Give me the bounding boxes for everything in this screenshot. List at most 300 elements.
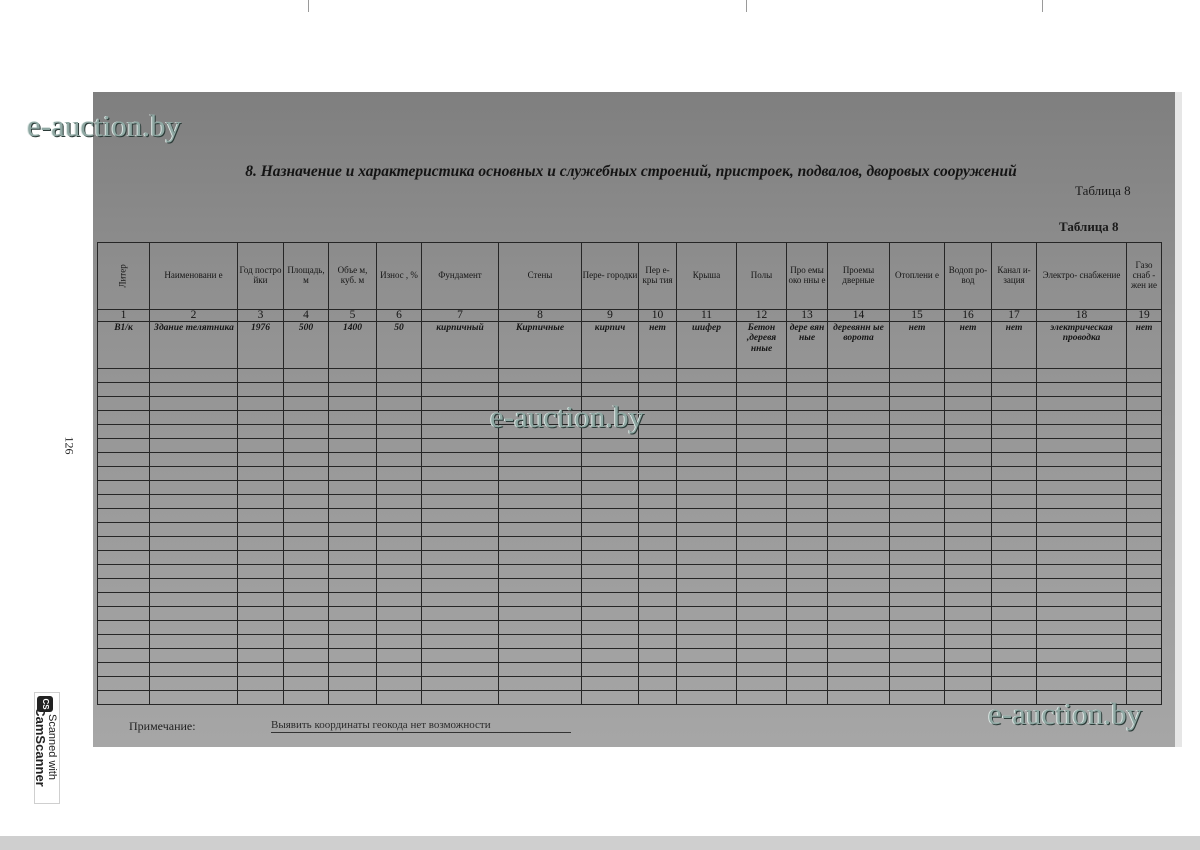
column-number: 2	[150, 310, 238, 322]
camscanner-caption	[34, 707, 58, 786]
empty-cell	[1127, 621, 1162, 635]
empty-cell	[422, 537, 499, 551]
empty-cell	[945, 607, 992, 621]
empty-cell	[639, 607, 677, 621]
empty-cell	[945, 495, 992, 509]
empty-cell	[737, 397, 787, 411]
empty-cell	[377, 509, 422, 523]
empty-table-row	[98, 523, 1162, 537]
empty-cell	[98, 635, 150, 649]
empty-cell	[890, 621, 945, 635]
empty-cell	[992, 383, 1037, 397]
column-number: 4	[284, 310, 329, 322]
empty-cell	[238, 453, 284, 467]
empty-cell	[639, 691, 677, 705]
header-cell: Фундамент	[422, 243, 499, 310]
empty-cell	[945, 383, 992, 397]
camscanner-line2: CamScanner	[33, 707, 48, 787]
empty-cell	[284, 635, 329, 649]
note-text: Выявить координаты геокода нет возможности	[271, 719, 571, 733]
empty-cell	[1127, 425, 1162, 439]
empty-cell	[377, 691, 422, 705]
empty-cell	[499, 677, 582, 691]
empty-table-row	[98, 635, 1162, 649]
empty-cell	[890, 467, 945, 481]
empty-cell	[639, 565, 677, 579]
header-cell: Канал и- зация	[992, 243, 1037, 310]
empty-cell	[737, 579, 787, 593]
empty-cell	[1127, 565, 1162, 579]
empty-cell	[828, 509, 890, 523]
empty-cell	[945, 565, 992, 579]
column-number: 7	[422, 310, 499, 322]
empty-cell	[422, 635, 499, 649]
empty-cell	[150, 621, 238, 635]
empty-cell	[422, 453, 499, 467]
empty-cell	[828, 635, 890, 649]
empty-cell	[422, 425, 499, 439]
empty-cell	[377, 481, 422, 495]
empty-cell	[238, 565, 284, 579]
empty-cell	[787, 523, 828, 537]
table-cell: 50	[377, 322, 422, 369]
empty-cell	[98, 481, 150, 495]
empty-cell	[1127, 551, 1162, 565]
empty-cell	[890, 523, 945, 537]
column-number: 13	[787, 310, 828, 322]
watermark: e-auction.by	[988, 696, 1143, 731]
column-number: 9	[582, 310, 639, 322]
empty-cell	[639, 649, 677, 663]
empty-cell	[582, 579, 639, 593]
column-number: 6	[377, 310, 422, 322]
empty-cell	[329, 579, 377, 593]
header-cell: Водоп ро- вод	[945, 243, 992, 310]
empty-cell	[677, 467, 737, 481]
empty-cell	[737, 411, 787, 425]
empty-cell	[582, 565, 639, 579]
empty-cell	[582, 607, 639, 621]
empty-cell	[945, 677, 992, 691]
empty-cell	[890, 453, 945, 467]
empty-cell	[787, 621, 828, 635]
empty-cell	[890, 369, 945, 383]
empty-cell	[890, 551, 945, 565]
empty-cell	[377, 621, 422, 635]
empty-cell	[992, 369, 1037, 383]
empty-cell	[1127, 509, 1162, 523]
empty-cell	[1037, 481, 1127, 495]
empty-cell	[377, 677, 422, 691]
empty-cell	[737, 649, 787, 663]
empty-table-row	[98, 509, 1162, 523]
empty-cell	[329, 509, 377, 523]
empty-cell	[677, 565, 737, 579]
empty-cell	[377, 551, 422, 565]
top-edge-tick	[746, 0, 747, 12]
empty-cell	[377, 635, 422, 649]
table-label-top: Таблица 8	[1075, 183, 1131, 198]
empty-cell	[284, 607, 329, 621]
empty-cell	[238, 537, 284, 551]
column-number: 10	[639, 310, 677, 322]
empty-cell	[890, 439, 945, 453]
table-cell: 1400	[329, 322, 377, 369]
empty-cell	[98, 369, 150, 383]
note-label: Примечание:	[129, 719, 196, 733]
empty-cell	[499, 495, 582, 509]
empty-table-row	[98, 537, 1162, 551]
empty-table-row	[98, 579, 1162, 593]
empty-cell	[1037, 397, 1127, 411]
empty-cell	[1037, 593, 1127, 607]
empty-cell	[150, 369, 238, 383]
column-number: 1	[98, 310, 150, 322]
empty-cell	[284, 537, 329, 551]
empty-cell	[377, 537, 422, 551]
header-cell: Площадь, м	[284, 243, 329, 310]
table-row	[98, 322, 1162, 369]
empty-cell	[737, 467, 787, 481]
empty-table-row	[98, 593, 1162, 607]
empty-cell	[890, 677, 945, 691]
empty-cell	[1037, 551, 1127, 565]
empty-cell	[582, 495, 639, 509]
empty-cell	[284, 481, 329, 495]
empty-cell	[890, 509, 945, 523]
empty-cell	[639, 523, 677, 537]
empty-table-row	[98, 495, 1162, 509]
empty-cell	[639, 383, 677, 397]
table-cell: 500	[284, 322, 329, 369]
empty-cell	[787, 369, 828, 383]
empty-cell	[150, 551, 238, 565]
empty-cell	[639, 425, 677, 439]
empty-table-row	[98, 439, 1162, 453]
empty-cell	[238, 383, 284, 397]
empty-cell	[377, 439, 422, 453]
empty-cell	[1037, 565, 1127, 579]
empty-cell	[284, 691, 329, 705]
empty-cell	[787, 607, 828, 621]
empty-cell	[238, 635, 284, 649]
empty-cell	[992, 439, 1037, 453]
empty-cell	[1127, 453, 1162, 467]
empty-cell	[639, 397, 677, 411]
empty-cell	[377, 663, 422, 677]
empty-cell	[737, 537, 787, 551]
empty-cell	[422, 551, 499, 565]
table-label: Таблица 8	[1059, 219, 1119, 234]
empty-cell	[828, 467, 890, 481]
header-cell: Полы	[737, 243, 787, 310]
empty-cell	[150, 495, 238, 509]
empty-cell	[737, 635, 787, 649]
empty-cell	[238, 621, 284, 635]
empty-cell	[150, 593, 238, 607]
document-title: 8. Назначение и характеристика основных и служебных строений, пристроек, подвалов, дворовых сооружений	[245, 163, 1017, 180]
empty-cell	[1127, 467, 1162, 481]
empty-cell	[890, 579, 945, 593]
table-cell: кирпич	[582, 322, 639, 369]
empty-cell	[284, 677, 329, 691]
empty-cell	[98, 621, 150, 635]
header-cell: Пере- городки	[582, 243, 639, 310]
empty-cell	[787, 397, 828, 411]
empty-cell	[1127, 607, 1162, 621]
empty-cell	[737, 551, 787, 565]
buildings-table	[97, 242, 1162, 705]
empty-cell	[377, 565, 422, 579]
empty-cell	[828, 593, 890, 607]
empty-cell	[98, 383, 150, 397]
empty-cell	[787, 565, 828, 579]
empty-cell	[150, 677, 238, 691]
header-cell: Электро- снабжение	[1037, 243, 1127, 310]
empty-cell	[890, 425, 945, 439]
empty-cell	[828, 369, 890, 383]
empty-cell	[639, 663, 677, 677]
empty-cell	[1127, 369, 1162, 383]
empty-cell	[422, 607, 499, 621]
empty-cell	[828, 551, 890, 565]
empty-cell	[677, 439, 737, 453]
empty-cell	[422, 383, 499, 397]
empty-cell	[945, 593, 992, 607]
empty-cell	[737, 425, 787, 439]
empty-cell	[150, 607, 238, 621]
top-edge-tick	[1042, 0, 1043, 12]
empty-cell	[828, 411, 890, 425]
empty-cell	[422, 593, 499, 607]
empty-table-row	[98, 649, 1162, 663]
empty-cell	[150, 649, 238, 663]
empty-cell	[422, 495, 499, 509]
empty-cell	[787, 677, 828, 691]
empty-cell	[1127, 649, 1162, 663]
empty-cell	[582, 383, 639, 397]
empty-cell	[422, 579, 499, 593]
empty-cell	[828, 453, 890, 467]
empty-cell	[377, 467, 422, 481]
empty-cell	[945, 551, 992, 565]
empty-cell	[499, 453, 582, 467]
empty-cell	[98, 649, 150, 663]
empty-cell	[677, 453, 737, 467]
empty-cell	[639, 467, 677, 481]
table-cell: нет	[1127, 322, 1162, 369]
empty-cell	[98, 565, 150, 579]
empty-cell	[150, 425, 238, 439]
empty-cell	[98, 411, 150, 425]
empty-cell	[677, 691, 737, 705]
empty-cell	[582, 537, 639, 551]
empty-table-row	[98, 551, 1162, 565]
empty-cell	[1037, 509, 1127, 523]
empty-cell	[787, 663, 828, 677]
table-cell: Бетон ,деревя нные	[737, 322, 787, 369]
empty-cell	[787, 425, 828, 439]
empty-cell	[422, 369, 499, 383]
empty-cell	[1127, 411, 1162, 425]
empty-cell	[1127, 481, 1162, 495]
empty-cell	[945, 481, 992, 495]
empty-cell	[992, 607, 1037, 621]
empty-cell	[422, 649, 499, 663]
empty-cell	[329, 397, 377, 411]
empty-cell	[945, 425, 992, 439]
camscanner-logo-icon: CS	[37, 696, 53, 712]
empty-cell	[945, 649, 992, 663]
empty-cell	[992, 621, 1037, 635]
empty-cell	[238, 439, 284, 453]
empty-cell	[422, 677, 499, 691]
empty-cell	[377, 425, 422, 439]
empty-cell	[677, 635, 737, 649]
empty-cell	[238, 425, 284, 439]
empty-cell	[329, 453, 377, 467]
empty-cell	[499, 509, 582, 523]
empty-cell	[992, 635, 1037, 649]
table-cell: дере вян ные	[787, 322, 828, 369]
empty-table-row	[98, 663, 1162, 677]
empty-cell	[787, 439, 828, 453]
empty-cell	[1037, 369, 1127, 383]
empty-table-row	[98, 607, 1162, 621]
empty-cell	[499, 467, 582, 481]
empty-cell	[377, 523, 422, 537]
empty-cell	[737, 509, 787, 523]
empty-cell	[1127, 397, 1162, 411]
header-cell: Отоплени е	[890, 243, 945, 310]
empty-cell	[787, 453, 828, 467]
empty-cell	[945, 635, 992, 649]
empty-cell	[1037, 411, 1127, 425]
empty-cell	[238, 467, 284, 481]
empty-cell	[639, 369, 677, 383]
table-cell: деревянн ые ворота	[828, 322, 890, 369]
empty-cell	[582, 663, 639, 677]
column-number: 15	[890, 310, 945, 322]
empty-cell	[1037, 621, 1127, 635]
empty-cell	[98, 677, 150, 691]
empty-cell	[1127, 593, 1162, 607]
empty-cell	[992, 579, 1037, 593]
empty-cell	[329, 439, 377, 453]
empty-cell	[890, 565, 945, 579]
empty-cell	[1037, 425, 1127, 439]
empty-cell	[377, 649, 422, 663]
empty-cell	[284, 411, 329, 425]
empty-cell	[98, 607, 150, 621]
page-bottom-edge	[0, 836, 1200, 850]
empty-cell	[377, 383, 422, 397]
empty-cell	[98, 467, 150, 481]
empty-cell	[150, 691, 238, 705]
empty-cell	[98, 495, 150, 509]
empty-cell	[582, 677, 639, 691]
empty-cell	[238, 509, 284, 523]
empty-cell	[329, 495, 377, 509]
empty-cell	[150, 439, 238, 453]
empty-cell	[98, 397, 150, 411]
empty-cell	[329, 481, 377, 495]
empty-cell	[639, 579, 677, 593]
empty-cell	[284, 565, 329, 579]
empty-cell	[422, 565, 499, 579]
column-number-row	[98, 310, 1162, 322]
empty-cell	[1127, 579, 1162, 593]
empty-cell	[238, 663, 284, 677]
table-cell: кирпичный	[422, 322, 499, 369]
empty-cell	[582, 551, 639, 565]
empty-cell	[787, 495, 828, 509]
empty-cell	[677, 607, 737, 621]
empty-cell	[677, 579, 737, 593]
empty-cell	[582, 509, 639, 523]
empty-cell	[329, 565, 377, 579]
empty-cell	[639, 537, 677, 551]
empty-cell	[582, 649, 639, 663]
empty-cell	[329, 411, 377, 425]
empty-cell	[945, 621, 992, 635]
empty-cell	[992, 565, 1037, 579]
header-cell: Наименовани е	[150, 243, 238, 310]
empty-cell	[639, 677, 677, 691]
empty-cell	[1127, 663, 1162, 677]
empty-cell	[787, 481, 828, 495]
empty-cell	[945, 663, 992, 677]
empty-cell	[737, 607, 787, 621]
empty-cell	[329, 537, 377, 551]
empty-table-row	[98, 481, 1162, 495]
empty-cell	[150, 579, 238, 593]
empty-cell	[499, 481, 582, 495]
empty-cell	[677, 593, 737, 607]
empty-cell	[787, 509, 828, 523]
empty-cell	[284, 425, 329, 439]
empty-cell	[992, 537, 1037, 551]
empty-cell	[582, 467, 639, 481]
empty-cell	[890, 635, 945, 649]
empty-cell	[677, 509, 737, 523]
empty-cell	[499, 439, 582, 453]
empty-cell	[422, 439, 499, 453]
scan-edge	[1175, 92, 1182, 747]
table-cell: 1976	[238, 322, 284, 369]
empty-cell	[828, 495, 890, 509]
empty-cell	[992, 411, 1037, 425]
empty-cell	[639, 621, 677, 635]
empty-cell	[737, 383, 787, 397]
empty-cell	[422, 621, 499, 635]
empty-cell	[737, 593, 787, 607]
empty-cell	[150, 383, 238, 397]
empty-cell	[677, 663, 737, 677]
empty-cell	[1037, 467, 1127, 481]
empty-cell	[1127, 439, 1162, 453]
empty-cell	[329, 383, 377, 397]
column-number: 5	[329, 310, 377, 322]
empty-cell	[238, 579, 284, 593]
empty-cell	[582, 439, 639, 453]
empty-cell	[945, 523, 992, 537]
empty-cell	[284, 369, 329, 383]
empty-cell	[284, 397, 329, 411]
empty-cell	[238, 495, 284, 509]
empty-cell	[787, 383, 828, 397]
empty-cell	[1127, 635, 1162, 649]
